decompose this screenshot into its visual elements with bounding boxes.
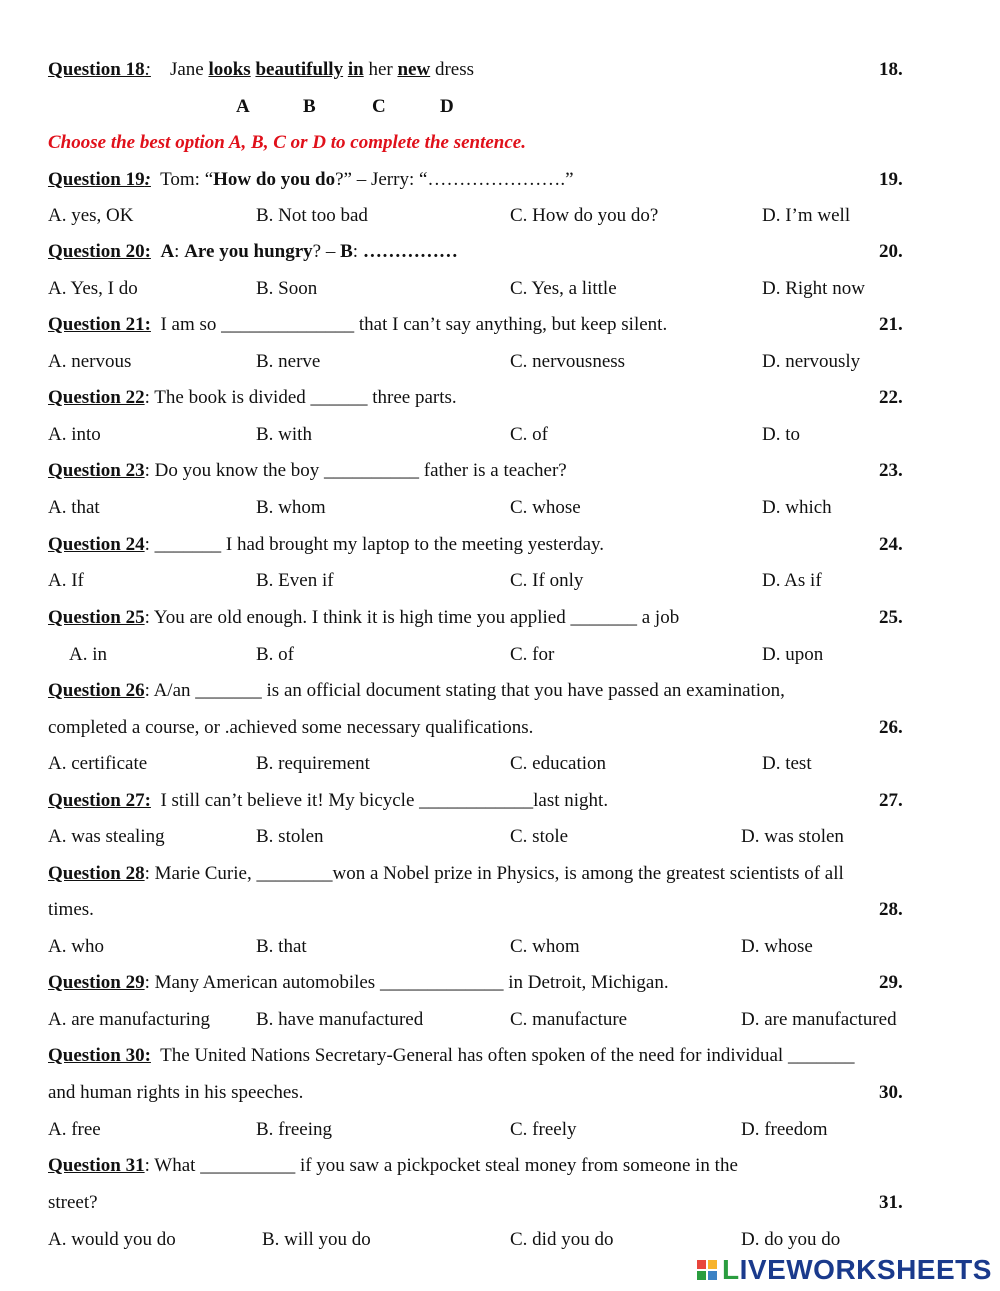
- question-text: : Many American automobiles _____________ in Detroit, Michigan.: [144, 972, 669, 993]
- question-text-bold: Are you hungry: [184, 241, 313, 262]
- q18-word: dress: [434, 59, 474, 80]
- liveworksheets-logo: [697, 1252, 992, 1288]
- option-b: B. Soon: [256, 278, 318, 299]
- q18-underlined-word-c: in: [347, 59, 364, 80]
- marker-b: B: [303, 96, 316, 117]
- option-a: A. free: [48, 1119, 101, 1140]
- option-a: A. nervous: [48, 351, 132, 372]
- option-a: A. are manufacturing: [48, 1009, 210, 1030]
- question-text: : The book is divided ______ three parts.: [144, 387, 457, 408]
- question-text: : Marie Curie, ________won a Nobel prize in Physics, is among the greatest scientists of all: [144, 863, 844, 884]
- option-c: C. education: [510, 753, 607, 774]
- question-label: Question 28: [48, 863, 145, 884]
- option-a: A. certificate: [48, 753, 148, 774]
- option-c: C. nervousness: [510, 351, 626, 372]
- answer-number: 31.: [879, 1192, 903, 1213]
- marker-a: A: [236, 96, 250, 117]
- question-26-continued: completed a course, or .achieved some necessary qualifications.: [48, 717, 534, 738]
- option-b: B. stolen: [256, 826, 324, 847]
- option-d: D. was stolen: [741, 826, 844, 847]
- option-a: A. into: [48, 424, 101, 445]
- answer-number: 29.: [879, 972, 903, 993]
- question-label: Question 23: [48, 460, 145, 481]
- answer-number: 24.: [879, 534, 903, 555]
- option-d: D. As if: [762, 570, 822, 591]
- question-label: Question 31: [48, 1155, 145, 1176]
- question-29: [48, 972, 669, 994]
- option-b: B. whom: [256, 497, 326, 518]
- question-text: : What __________ if you saw a pickpocket steal money from someone in the: [144, 1155, 738, 1176]
- option-b: B. requirement: [256, 753, 370, 774]
- question-label: Question 29: [48, 972, 145, 993]
- question-18: [48, 59, 474, 81]
- option-d: D. do you do: [741, 1229, 841, 1250]
- answer-number: 26.: [879, 717, 903, 738]
- option-b: B. of: [256, 644, 294, 665]
- option-c: C. whose: [510, 497, 581, 518]
- question-text: : Do you know the boy __________ father is a teacher?: [144, 460, 567, 481]
- option-d: D. are manufactured: [741, 1009, 897, 1030]
- answer-number: 22.: [879, 387, 903, 408]
- question-text: I am so ______________ that I can’t say anything, but keep silent.: [160, 314, 668, 335]
- option-a: A. would you do: [48, 1229, 176, 1250]
- option-a: A. yes, OK: [48, 205, 134, 226]
- option-b: B. with: [256, 424, 312, 445]
- question-label: Question 30:: [48, 1045, 151, 1066]
- instruction: Choose the best option A, B, C or D to complete the sentence.: [48, 132, 526, 153]
- option-d: D. whose: [741, 936, 813, 957]
- answer-number: 27.: [879, 790, 903, 811]
- question-label: Question 22: [48, 387, 145, 408]
- answer-number: 19.: [879, 169, 903, 190]
- question-28-continued: times.: [48, 899, 94, 920]
- option-b: B. will you do: [262, 1229, 371, 1250]
- answer-number: 18.: [879, 59, 903, 80]
- option-d: D. test: [762, 753, 812, 774]
- option-b: B. Not too bad: [256, 205, 368, 226]
- logo-wordmark: [722, 1254, 992, 1286]
- logo-square-icon: [708, 1260, 717, 1269]
- marker-d: D: [440, 96, 454, 117]
- question-27: [48, 790, 608, 812]
- question-label: Question 27:: [48, 790, 151, 811]
- question-label: Question 18: [48, 59, 145, 80]
- question-31-continued: street?: [48, 1192, 98, 1213]
- question-26: [48, 680, 785, 702]
- question-19: [48, 169, 574, 191]
- question-25: [48, 607, 679, 629]
- option-a: A. was stealing: [48, 826, 165, 847]
- option-c: C. of: [510, 424, 548, 445]
- option-a: A. that: [48, 497, 100, 518]
- option-c: C. Yes, a little: [510, 278, 617, 299]
- question-text: ?” – Jerry: “………………….”: [335, 169, 574, 190]
- question-colon: :: [144, 59, 151, 80]
- q18-underlined-word-d: new: [397, 59, 431, 80]
- logo-first-letter: L: [722, 1254, 740, 1285]
- option-b: B. Even if: [256, 570, 334, 591]
- question-30-continued: and human rights in his speeches.: [48, 1082, 304, 1103]
- question-label: Question 20:: [48, 241, 151, 262]
- logo-text-rest: IVEWORKSHEETS: [739, 1254, 992, 1285]
- question-text: The United Nations Secretary-General has often spoken of the need for individual _______: [160, 1045, 855, 1066]
- question-text: : You are old enough. I think it is high time you applied _______ a job: [144, 607, 680, 628]
- question-30: [48, 1045, 854, 1067]
- q18-word: Jane: [169, 59, 204, 80]
- question-text: ? –: [312, 241, 341, 262]
- option-c: C. How do you do?: [510, 205, 659, 226]
- option-c: C. stole: [510, 826, 569, 847]
- question-text-bold: How do you do: [213, 169, 336, 190]
- option-d: D. which: [762, 497, 832, 518]
- option-d: D. nervously: [762, 351, 861, 372]
- question-21: [48, 314, 667, 336]
- option-b: B. have manufactured: [256, 1009, 424, 1030]
- answer-blank: ……………: [362, 241, 458, 262]
- question-text: : A/an _______ is an official document stating that you have passed an examination,: [144, 680, 785, 701]
- option-b: B. freeing: [256, 1119, 332, 1140]
- option-d: D. I’m well: [762, 205, 851, 226]
- option-a: A. in: [69, 644, 107, 665]
- q18-word: her: [368, 59, 393, 80]
- q18-underlined-word-a: looks: [208, 59, 251, 80]
- option-d: D. freedom: [741, 1119, 828, 1140]
- answer-number: 25.: [879, 607, 903, 628]
- question-text: :: [174, 241, 185, 262]
- option-d: D. Right now: [762, 278, 865, 299]
- question-text: :: [352, 241, 363, 262]
- logo-square-icon: [697, 1271, 706, 1280]
- option-c: C. did you do: [510, 1229, 614, 1250]
- question-22: [48, 387, 457, 409]
- answer-number: 30.: [879, 1082, 903, 1103]
- answer-number: 20.: [879, 241, 903, 262]
- logo-square-icon: [697, 1260, 706, 1269]
- question-colon: :: [144, 169, 151, 190]
- speaker-a: A: [160, 241, 175, 262]
- question-20: [48, 241, 458, 263]
- speaker-b: B: [340, 241, 353, 262]
- question-text: : _______ I had brought my laptop to the meeting yesterday.: [144, 534, 605, 555]
- logo-mark-icon: [697, 1260, 717, 1280]
- option-a: A. who: [48, 936, 104, 957]
- question-31: [48, 1155, 738, 1177]
- option-c: C. If only: [510, 570, 584, 591]
- question-label: Question 19: [48, 169, 145, 190]
- question-label: Question 21:: [48, 314, 151, 335]
- option-a: A. If: [48, 570, 84, 591]
- marker-c: C: [372, 96, 386, 117]
- question-text: Tom: “: [160, 169, 214, 190]
- answer-number: 23.: [879, 460, 903, 481]
- question-text: I still can’t believe it! My bicycle ____________last night.: [160, 790, 609, 811]
- option-c: C. manufacture: [510, 1009, 628, 1030]
- option-b: B. that: [256, 936, 307, 957]
- option-d: D. to: [762, 424, 800, 445]
- q18-underlined-word-b: beautifully: [255, 59, 344, 80]
- option-c: C. freely: [510, 1119, 577, 1140]
- option-a: A. Yes, I do: [48, 278, 138, 299]
- question-label: Question 26: [48, 680, 145, 701]
- logo-square-icon: [708, 1271, 717, 1280]
- question-23: [48, 460, 567, 482]
- question-label: Question 25: [48, 607, 145, 628]
- question-24: [48, 534, 604, 556]
- answer-number: 28.: [879, 899, 903, 920]
- answer-number: 21.: [879, 314, 903, 335]
- option-c: C. for: [510, 644, 555, 665]
- option-c: C. whom: [510, 936, 580, 957]
- question-label: Question 24: [48, 534, 145, 555]
- question-28: [48, 863, 844, 885]
- option-d: D. upon: [762, 644, 824, 665]
- option-b: B. nerve: [256, 351, 321, 372]
